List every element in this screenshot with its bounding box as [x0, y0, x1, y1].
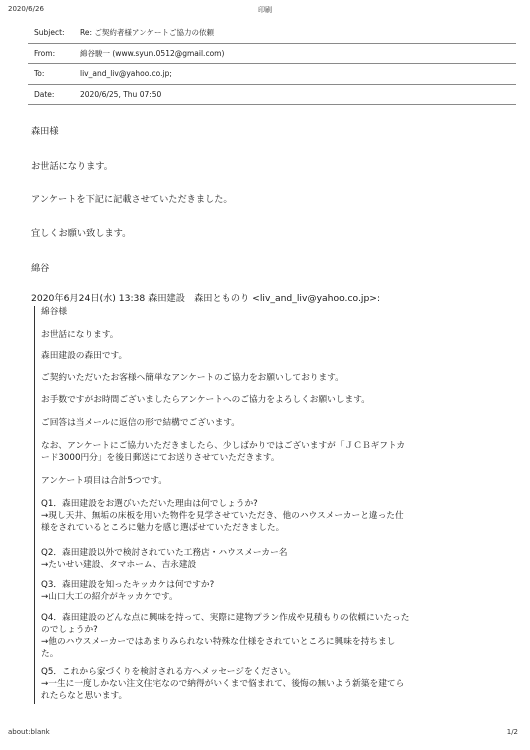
reply-greeting: 森田様: [31, 126, 59, 137]
question-3: [41, 579, 214, 603]
print-title: 印刷: [258, 6, 272, 14]
from-row: [28, 44, 516, 65]
quoted-p2: 森田建設の森田です。: [41, 351, 128, 361]
reply-line-3: 宜しくお願い致します。: [31, 228, 132, 239]
date-row: [28, 85, 516, 106]
from-label: From:: [34, 48, 56, 58]
mail-header: [28, 23, 516, 105]
question-5: [41, 666, 404, 702]
quoted-p6-line-2: ード3000円分」を後日郵送にてお送りさせていただきます。: [41, 453, 280, 463]
subject-label: Subject:: [34, 28, 65, 37]
question-2: [41, 547, 288, 571]
quoted-p7: アンケート項目は合計5つです。: [41, 476, 167, 486]
q5-question: Q5．これから家づくりを検討される方へメッセージをください。: [41, 667, 297, 677]
q5-answer-line-1: →一生に一度しかない注文住宅なので納得がいくまで悩まれて、後悔の無いよう新築を建てら: [41, 679, 405, 689]
to-label: To:: [34, 69, 45, 78]
subject-value: Re: ご契約者様アンケートご協力の依頼: [80, 28, 214, 37]
reply-line-1: お世話になります。: [31, 161, 113, 172]
question-1: [41, 498, 404, 534]
quoted-p3: ご契約いただいたお客様へ簡単なアンケートのご協力をお願いしております。: [41, 373, 344, 383]
page-number: 1/2: [506, 728, 518, 736]
date-label: Date:: [34, 89, 55, 99]
question-4: [41, 612, 409, 660]
page-url: about:blank: [8, 728, 50, 736]
q4-answer-line-1: →他のハウスメーカーではあまりみられない特殊な仕様をされていところに興味を持ちまし: [41, 637, 396, 647]
to-row: [28, 64, 516, 85]
print-date: 2020/6/26: [8, 5, 44, 13]
date-value: 2020/6/25, Thu 07:50: [80, 89, 162, 99]
q2-answer: →たいせい建設、タマホーム、吉永建設: [41, 560, 197, 570]
q1-question: Q1．森田建設をお選びいただいた理由は何でしょうか?: [41, 499, 258, 509]
reply-line-2: アンケートを下記に記載させていただきました。: [31, 194, 233, 205]
quoted-salutation: 綿谷様: [41, 307, 68, 317]
print-footer: [8, 728, 518, 740]
print-header: [8, 5, 522, 17]
quoted-p4: お手数ですがお時間ございましたらアンケートへのご協力をよろしくお願いします。: [41, 395, 370, 405]
q4-answer-line-2: た。: [41, 649, 59, 659]
quoted-p6-line-1: なお、アンケートにご協力いただきましたら、少しばかりではございますが「ＪＣＢギフトカ: [41, 441, 406, 451]
q4-question-line-1: Q4．森田建設のどんな点に興味を持って、実際に建物プラン作成や見積もりの依頼にいたった: [41, 613, 410, 623]
quoted-p1: お世話になります。: [41, 330, 119, 340]
quote-bar: [34, 306, 35, 704]
q3-question: Q3．森田建設を知ったキッカケは何ですか?: [41, 580, 215, 590]
q4-question-line-2: のでしょうか?: [41, 625, 98, 635]
quoted-p5: ご回答は当メールに返信の形で結構でございます。: [41, 418, 240, 428]
q1-answer-line-1: →現し天井、無垢の床板を用いた物件を見学させていただき、他のハウスメーカーと違った仕: [41, 511, 404, 521]
quote-attribution: 2020年6月24日(水) 13:38 森田建設 森田とものり <liv_and_liv@yahoo.co.jp>:: [31, 293, 381, 304]
q3-answer: →山口大工の紹介がキッカケです。: [41, 592, 178, 602]
quoted-p6: [41, 440, 405, 464]
q2-question: Q2．森田建設以外で検討されていた工務店・ハウスメーカー名: [41, 548, 288, 558]
to-value[interactable]: liv_and_liv@yahoo.co.jp;: [80, 69, 172, 78]
from-value[interactable]: 綿谷駿一 (www.syun.0512@gmail.com): [80, 48, 225, 58]
q1-answer-line-2: 様をされているところに魅力を感じ選ばせていただきました。: [41, 523, 285, 533]
reply-signature: 綿谷: [31, 263, 50, 274]
subject-row: [28, 23, 516, 44]
q5-answer-line-2: れたらなと思います。: [41, 691, 128, 701]
